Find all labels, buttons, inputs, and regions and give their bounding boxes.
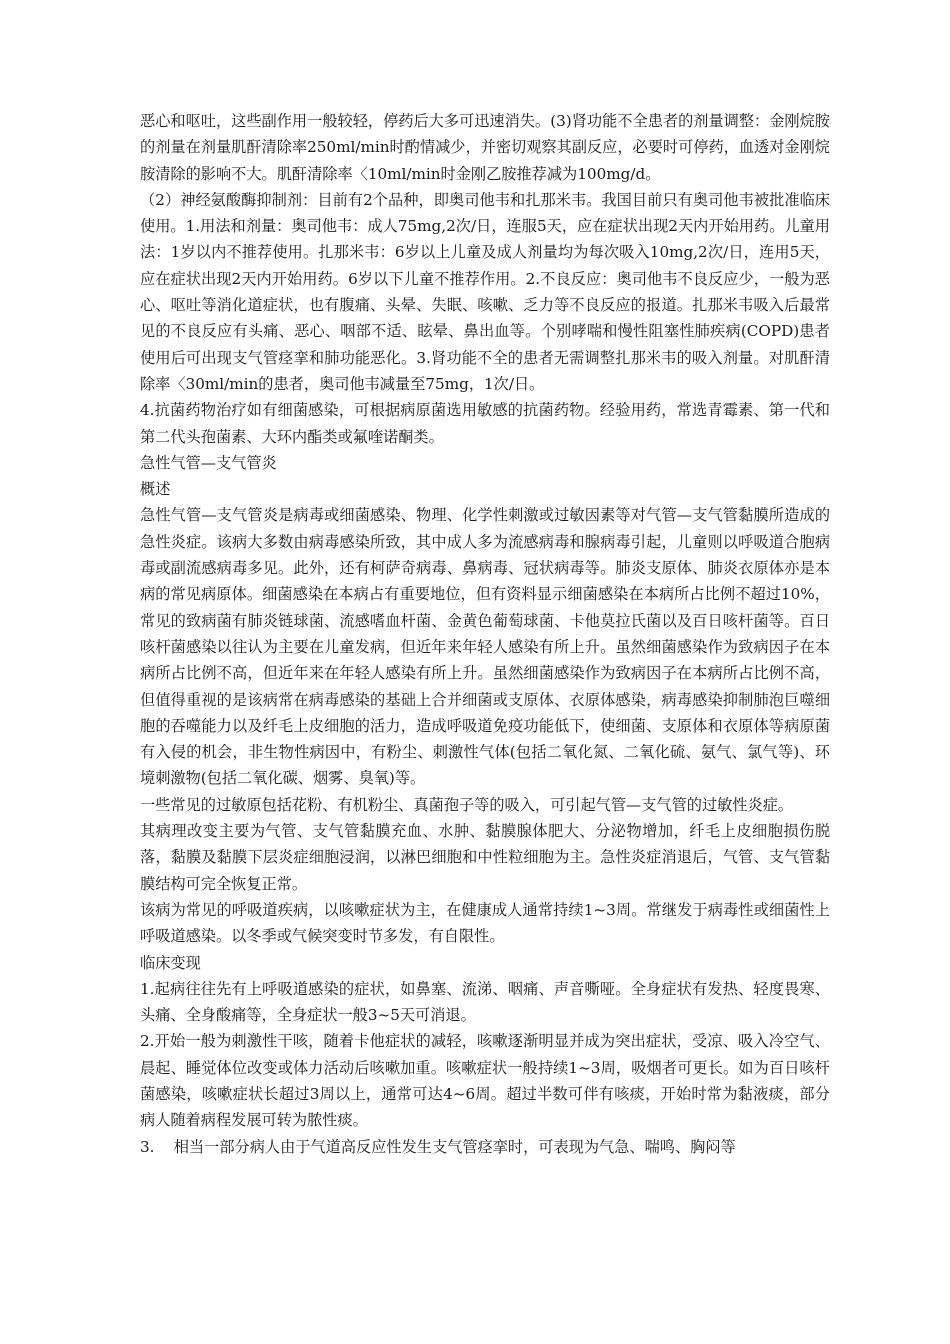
paragraph-pathology: 其病理改变主要为气管、支气管黏膜充血、水肿、黏膜腺体肥大、分泌物增加，纤毛上皮细胞损伤脱落，黏膜及黏膜下层炎症细胞浸润，以淋巴细胞和中性粒细胞为主。急性炎症消退后，气管、支气管黏膜结构可完全恢复正常。 [140, 822, 830, 893]
subheading-clinical: 临床变现 [140, 953, 201, 972]
paragraph-clinical-2: 2.开始一般为刺激性干咳，随着卡他症状的减轻，咳嗽逐渐明显并成为突出症状，受凉、吸入冷空气、晨起、睡觉体位改变或体力活动后咳嗽加重。咳嗽症状一般持续1~3周，吸烟者可更长。如为百日咳杆菌感染，咳嗽症状长超过3周以上，通常可达4~6周。超过半数可伴有咳痰，开始时常为黏液痰，部分病人随着病程发展可转为脓性痰。 [140, 1032, 830, 1130]
paragraph-overview: 急性气管—支气管炎是病毒或细菌感染、物理、化学性刺激或过敏因素等对气管—支气管黏膜所造成的急性炎症。该病大多数由病毒感染所致，其中成人多为流感病毒和腺病毒引起，儿童则以呼吸道合胞病毒或副流感病毒多见。此外，还有柯萨奇病毒、鼻病毒、冠状病毒等。肺炎支原体、肺炎衣原体亦是本病的常见病原体。细菌感染在本病占有重要地位，但有资料显示细菌感染在本病所占比例不超过10%，常见的致病菌有肺炎链球菌、流感嗜血杆菌、金黄色葡萄球菌、卡他莫拉氏菌以及百日咳杆菌等。百日咳杆菌感染以往认为主要在儿童发病，但近年来年轻人感染有所上升。虽然细菌感染作为致病因子在本病所占比例不高，但近年来在年轻人感染有所上升。虽然细菌感染作为致病因子在本病所占比例不高，但值得重视的是该病常在病毒感染的基础上合并细菌或支原体、衣原体感染，病毒感染抑制肺泡巨噬细胞的吞噬能力以及纤毛上皮细胞的活力，造成呼吸道免疫功能低下，使细菌、支原体和衣原体等病原菌有入侵的机会，非生物性病因中，有粉尘、刺激性气体(包括二氧化氮、二氧化硫、氨气、氯气等)、环境刺激物(包括二氧化碳、烟雾、臭氧)等。 [140, 506, 830, 788]
paragraph-antibiotics: 4.抗菌药物治疗如有细菌感染，可根据病原菌选用敏感的抗菌药物。经验用药，常选青霉素、第一代和第二代头孢菌素、大环内酯类或氟喹诺酮类。 [140, 401, 830, 446]
paragraph-neuraminidase-inhibitors: （2）神经氨酸酶抑制剂：目前有2个品种，即奥司他韦和扎那米韦。我国目前只有奥司他韦被批准临床使用。1.用法和剂量：奥司他韦：成人75mg,2次/日，连服5天，应在症状出现2天内开始用药。儿童用法：1岁以内不推荐使用。扎那米韦：6岁以上儿童及成人剂量均为每次吸入10mg,2次/日，连用5天，应在症状出现2天内开始用药。6岁以下儿童不推荐作用。2.不良反应：奥司他韦不良反应少，一般为恶心、呕吐等消化道症状，也有腹痛、头晕、失眠、咳嗽、乏力等不良反应的报道。扎那米韦吸入后最常见的不良反应有头痛、恶心、咽部不适、眩晕、鼻出血等。个别哮喘和慢性阻塞性肺疾病(COPD)患者使用后可出现支气管痉挛和肺功能恶化。3.肾功能不全的患者无需调整扎那米韦的吸入剂量。对肌酐清除率〈30ml/min的患者，奥司他韦减量至75mg，1次/日。 [140, 190, 830, 393]
paragraph-renal-dosage: 恶心和呕吐，这些副作用一般较轻，停药后大多可迅速消失。(3)肾功能不全患者的剂量调整：金刚烷胺的剂量在剂量肌酐清除率250ml/min时酌情减少，并密切观察其副反应，必要时可停药，血透对金刚烷胺清除的影响不大。肌酐清除率〈10ml/min时金刚乙胺推荐减为100mg/d。 [140, 112, 830, 183]
section-heading-acute-bronchitis: 急性气管—支气管炎 [140, 453, 277, 472]
paragraph-allergens: 一些常见的过敏原包括花粉、有机粉尘、真菌孢子等的吸入，可引起气管—支气管的过敏性炎症。 [140, 795, 794, 814]
paragraph-clinical-1: 1.起病往往先有上呼吸道感染的症状，如鼻塞、流涕、咽痛、声音嘶哑。全身症状有发热、轻度畏寒、头痛、全身酸痛等，全身症状一般3~5天可消退。 [140, 979, 830, 1025]
paragraph-epidemiology: 该病为常见的呼吸道疾病，以咳嗽症状为主，在健康成人通常持续1~3周。常继发于病毒性或细菌性上呼吸道感染。以冬季或气候突变时节多发，有自限性。 [140, 900, 830, 946]
subheading-overview: 概述 [140, 480, 171, 499]
document-body [140, 108, 830, 1160]
paragraph-clinical-3: 3. 相当一部分病人由于气道高反应性发生支气管痉挛时，可表现为气急、喘鸣、胸闷等 [140, 1137, 736, 1156]
